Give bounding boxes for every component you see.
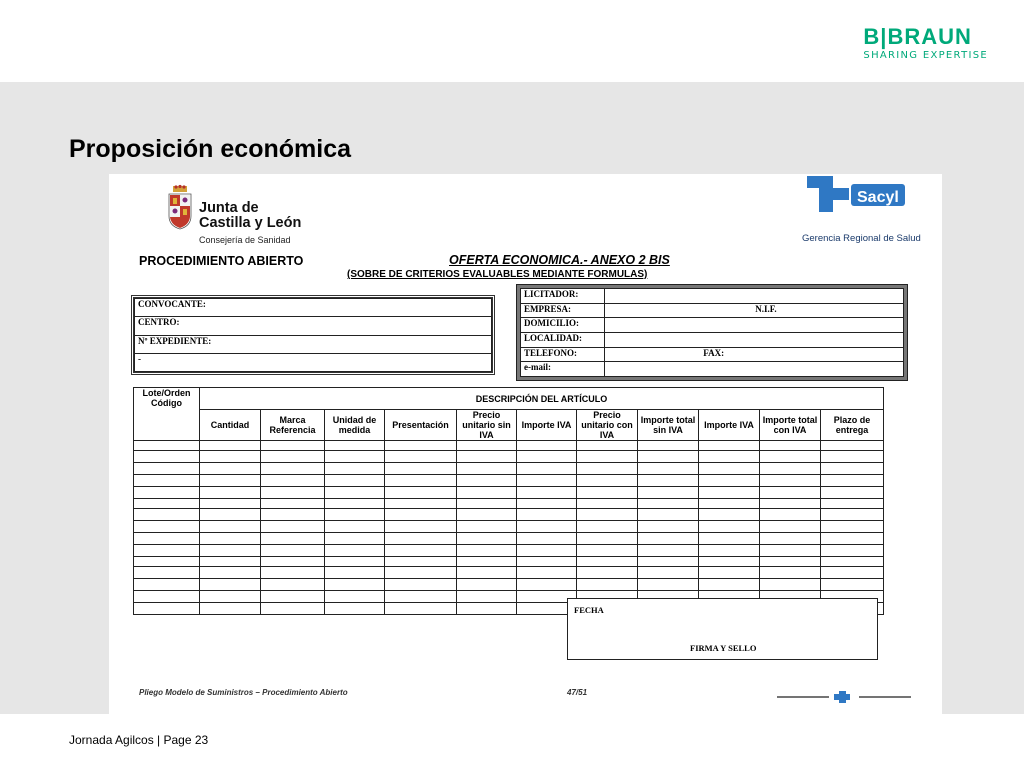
cross-divider-icon [777, 690, 911, 704]
licitador-label: LICITADOR: [521, 289, 605, 304]
table-cell [134, 533, 200, 545]
descripcion-header: DESCRIPCIÓN DEL ARTÍCULO [200, 388, 884, 410]
table-cell [457, 591, 517, 603]
table-cell [261, 475, 325, 487]
table-row [134, 567, 884, 579]
column-header: Cantidad [200, 410, 261, 441]
table-cell [517, 499, 577, 509]
table-cell [821, 451, 884, 463]
table-cell [577, 521, 638, 533]
table-cell [457, 557, 517, 567]
table-cell [457, 545, 517, 557]
table-cell [760, 509, 821, 521]
table-cell [325, 487, 385, 499]
table-cell [134, 591, 200, 603]
table-cell [517, 545, 577, 557]
table-cell [457, 475, 517, 487]
column-header: Marca Referencia [261, 410, 325, 441]
table-cell [760, 441, 821, 451]
table-cell [385, 487, 457, 499]
document-footer: Pliego Modelo de Suministros – Procedimiento Abierto [139, 688, 348, 697]
table-cell [200, 499, 261, 509]
table-cell [577, 451, 638, 463]
procedure-label: PROCEDIMIENTO ABIERTO [139, 254, 304, 268]
table-cell [200, 441, 261, 451]
table-cell [760, 475, 821, 487]
table-cell [577, 567, 638, 579]
form-subtitle: (SOBRE DE CRITERIOS EVALUABLES MEDIANTE FORMULAS) [347, 269, 648, 280]
table-cell [385, 509, 457, 521]
table-cell [517, 567, 577, 579]
table-cell [760, 521, 821, 533]
table-cell [457, 463, 517, 475]
licitador-box [517, 285, 907, 380]
table-cell [577, 509, 638, 521]
empresa-label: EMPRESA: [521, 303, 605, 318]
table-cell [385, 603, 457, 615]
table-cell [821, 579, 884, 591]
table-cell [821, 475, 884, 487]
column-header: Unidad de medida [325, 410, 385, 441]
nif-label: N.I.F. [605, 303, 904, 318]
table-cell [517, 463, 577, 475]
document-page-number: 47/51 [567, 688, 588, 697]
table-row [134, 579, 884, 591]
table-cell [577, 441, 638, 451]
table-cell [385, 463, 457, 475]
brand-name: B|BRAUN [863, 24, 972, 49]
localidad-label: LOCALIDAD: [521, 332, 605, 347]
table-cell [200, 533, 261, 545]
table-cell [577, 533, 638, 545]
table-row [134, 441, 884, 451]
table-cell [517, 509, 577, 521]
sacyl-subtitle: Gerencia Regional de Salud [802, 233, 921, 244]
column-header: Importe IVA [699, 410, 760, 441]
table-row [134, 487, 884, 499]
signature-box [567, 598, 878, 660]
table-cell [200, 521, 261, 533]
table-cell [385, 441, 457, 451]
table-cell [638, 499, 699, 509]
table-cell [457, 499, 517, 509]
table-cell [821, 521, 884, 533]
table-cell [577, 579, 638, 591]
table-cell [699, 533, 760, 545]
table-cell [325, 441, 385, 451]
table-row [134, 451, 884, 463]
table-cell [699, 499, 760, 509]
table-cell [821, 557, 884, 567]
table-cell [821, 441, 884, 451]
table-cell [457, 509, 517, 521]
table-cell [821, 545, 884, 557]
table-cell [821, 509, 884, 521]
table-cell [638, 509, 699, 521]
table-cell [517, 557, 577, 567]
column-header: Precio unitario sin IVA [457, 410, 517, 441]
table-cell [638, 557, 699, 567]
table-cell [385, 567, 457, 579]
table-cell [261, 463, 325, 475]
table-cell [325, 591, 385, 603]
table-cell [325, 567, 385, 579]
table-cell [385, 557, 457, 567]
table-cell [134, 557, 200, 567]
table-cell [760, 499, 821, 509]
table-cell [134, 487, 200, 499]
column-header: Precio unitario con IVA [577, 410, 638, 441]
table-cell [457, 521, 517, 533]
table-row [134, 533, 884, 545]
table-cell [517, 451, 577, 463]
table-cell [699, 509, 760, 521]
table-cell [457, 533, 517, 545]
table-cell [517, 441, 577, 451]
table-cell [638, 521, 699, 533]
jcyl-name [199, 201, 301, 231]
table-row [134, 521, 884, 533]
table-cell [385, 545, 457, 557]
table-cell [457, 567, 517, 579]
table-cell [699, 487, 760, 499]
table-cell [638, 545, 699, 557]
table-cell [821, 463, 884, 475]
table-cell [200, 451, 261, 463]
table-cell [699, 545, 760, 557]
sacyl-cross-icon [807, 174, 907, 214]
table-cell [200, 557, 261, 567]
table-cell [821, 567, 884, 579]
lote-header: Lote/Orden Código [134, 388, 200, 441]
table-cell [821, 533, 884, 545]
form-document-image [109, 174, 942, 714]
table-cell [760, 545, 821, 557]
table-cell [325, 451, 385, 463]
table-cell [457, 487, 517, 499]
table-cell [577, 545, 638, 557]
table-cell [638, 533, 699, 545]
table-cell [200, 545, 261, 557]
table-cell [325, 533, 385, 545]
table-cell [134, 499, 200, 509]
table-cell [577, 463, 638, 475]
table-cell [261, 545, 325, 557]
table-cell [134, 603, 200, 615]
domicilio-label: DOMICILIO: [521, 318, 605, 333]
centro-label: CENTRO: [135, 317, 492, 335]
table-cell [760, 557, 821, 567]
table-cell [457, 579, 517, 591]
bbraun-logo [863, 26, 988, 61]
firma-label: FIRMA Y SELLO [690, 643, 757, 653]
convocante-label: CONVOCANTE: [135, 299, 492, 317]
table-cell [638, 487, 699, 499]
table-cell [325, 509, 385, 521]
table-row [134, 475, 884, 487]
table-cell [760, 579, 821, 591]
table-cell [261, 603, 325, 615]
table-cell [385, 475, 457, 487]
table-row [134, 557, 884, 567]
table-cell [760, 533, 821, 545]
table-cell [261, 591, 325, 603]
table-cell [638, 463, 699, 475]
table-cell [638, 451, 699, 463]
column-header: Presentación [385, 410, 457, 441]
table-cell [821, 487, 884, 499]
table-cell [134, 567, 200, 579]
articles-table [133, 387, 883, 585]
table-cell [261, 499, 325, 509]
slide-title: Proposición económica [69, 135, 352, 163]
top-bar [0, 0, 1024, 82]
table-cell [457, 603, 517, 615]
table-cell [638, 441, 699, 451]
column-header: Importe IVA [517, 410, 577, 441]
brand-tagline: SHARING EXPERTISE [863, 50, 988, 61]
table-row [134, 509, 884, 521]
table-cell [760, 567, 821, 579]
table-cell [325, 521, 385, 533]
table-cell [517, 475, 577, 487]
table-cell [325, 603, 385, 615]
table-cell [261, 579, 325, 591]
table-cell [699, 451, 760, 463]
table-row [134, 463, 884, 475]
table-cell [261, 487, 325, 499]
table-cell [385, 533, 457, 545]
table-cell [517, 579, 577, 591]
table-cell [638, 475, 699, 487]
table-cell [134, 463, 200, 475]
table-cell [325, 545, 385, 557]
column-header: Plazo de entrega [821, 410, 884, 441]
table-cell [261, 567, 325, 579]
table-cell [699, 579, 760, 591]
table-cell [760, 451, 821, 463]
expediente-dash: - [135, 353, 492, 371]
fax-label: FAX: [605, 347, 904, 362]
table-cell [760, 487, 821, 499]
table-cell [638, 567, 699, 579]
table-cell [385, 499, 457, 509]
fecha-label: FECHA [574, 605, 604, 615]
table-cell [261, 509, 325, 521]
table-cell [638, 579, 699, 591]
table-cell [577, 499, 638, 509]
table-cell [760, 463, 821, 475]
table-cell [261, 557, 325, 567]
table-cell [200, 475, 261, 487]
table-cell [200, 463, 261, 475]
table-cell [325, 499, 385, 509]
jcyl-name-line1: Junta de [199, 200, 259, 216]
sacyl-name: Sacyl [857, 189, 899, 206]
table-cell [821, 499, 884, 509]
table-cell [457, 451, 517, 463]
table-cell [200, 509, 261, 521]
table-row [134, 499, 884, 509]
table-cell [577, 557, 638, 567]
table-cell [134, 545, 200, 557]
table-cell [577, 487, 638, 499]
table-cell [134, 475, 200, 487]
jcyl-name-line2: Castilla y León [199, 215, 302, 231]
table-cell [200, 567, 261, 579]
table-row [134, 545, 884, 557]
table-cell [325, 475, 385, 487]
table-cell [577, 475, 638, 487]
table-cell [699, 567, 760, 579]
coat-of-arms-icon [165, 184, 195, 230]
table-cell [457, 441, 517, 451]
table-cell [385, 579, 457, 591]
table-cell [200, 487, 261, 499]
table-cell [325, 463, 385, 475]
table-cell [699, 475, 760, 487]
table-cell [385, 521, 457, 533]
telefono-label: TELEFONO: [521, 347, 605, 362]
table-cell [385, 451, 457, 463]
table-cell [261, 441, 325, 451]
table-cell [261, 451, 325, 463]
column-header: Importe total con IVA [760, 410, 821, 441]
table-cell [134, 451, 200, 463]
table-cell [200, 591, 261, 603]
table-cell [134, 579, 200, 591]
table-cell [517, 487, 577, 499]
table-cell [134, 441, 200, 451]
table-cell [325, 579, 385, 591]
table-cell [261, 533, 325, 545]
table-cell [134, 509, 200, 521]
table-cell [699, 441, 760, 451]
expediente-label: Nº EXPEDIENTE: [135, 335, 492, 353]
slide-footer: Jornada Agilcos | Page 23 [69, 733, 209, 747]
table-cell [200, 603, 261, 615]
table-cell [517, 533, 577, 545]
table-cell [699, 463, 760, 475]
table-cell [699, 557, 760, 567]
email-label: e-mail: [521, 362, 605, 377]
table-cell [385, 591, 457, 603]
table-cell [200, 579, 261, 591]
form-title: OFERTA ECONOMICA.- ANEXO 2 BIS [449, 253, 670, 267]
table-cell [261, 521, 325, 533]
jcyl-subtitle: Consejería de Sanidad [199, 235, 291, 245]
table-cell [517, 521, 577, 533]
table-cell [325, 557, 385, 567]
table-cell [699, 521, 760, 533]
column-header: Importe total sin IVA [638, 410, 699, 441]
table-cell [134, 521, 200, 533]
convocante-box [131, 295, 495, 375]
